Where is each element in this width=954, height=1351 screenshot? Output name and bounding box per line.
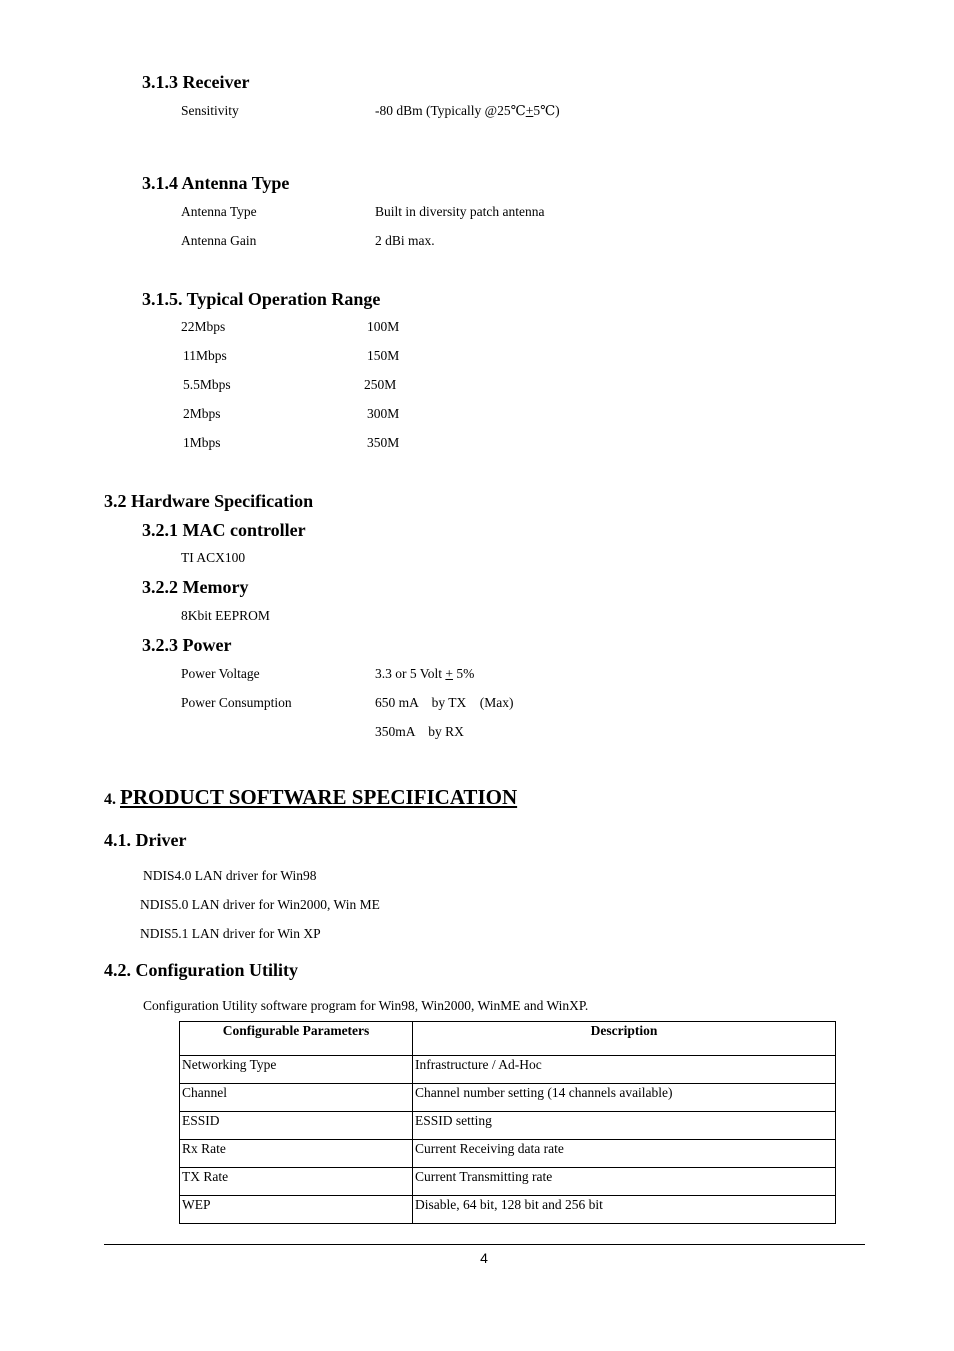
table-row bbox=[180, 1196, 836, 1224]
table-cell-description: Current Receiving data rate bbox=[413, 1140, 836, 1168]
sensitivity-value bbox=[375, 103, 560, 119]
memory-value: 8Kbit EEPROM bbox=[181, 608, 270, 623]
table-cell-parameter: Rx Rate bbox=[180, 1140, 413, 1168]
range-distance: 250M bbox=[364, 377, 397, 392]
page-number: 4 bbox=[480, 1250, 488, 1266]
memory-heading: 3.2.2 Memory bbox=[142, 577, 249, 597]
table-row bbox=[180, 1140, 836, 1168]
table-cell-parameter: Networking Type bbox=[180, 1056, 413, 1084]
table-cell-parameter: TX Rate bbox=[180, 1168, 413, 1196]
table-cell-description: ESSID setting bbox=[413, 1112, 836, 1140]
power-voltage-value bbox=[375, 666, 474, 682]
range-rate: 5.5Mbps bbox=[183, 377, 231, 392]
antenna-heading: 3.1.4 Antenna Type bbox=[142, 173, 290, 193]
receiver-heading: 3.1.3 Receiver bbox=[142, 72, 250, 92]
config-heading: 4.2. Configuration Utility bbox=[104, 960, 299, 980]
power-heading: 3.2.3 Power bbox=[142, 635, 232, 655]
antenna-type-value: Built in diversity patch antenna bbox=[375, 204, 545, 219]
table-cell-description: Current Transmitting rate bbox=[413, 1168, 836, 1196]
antenna-gain-label: Antenna Gain bbox=[181, 233, 257, 248]
table-cell-description: Channel number setting (14 channels available) bbox=[413, 1084, 836, 1112]
range-rate: 22Mbps bbox=[181, 319, 226, 334]
table-header-description: Description bbox=[413, 1022, 836, 1056]
table-cell-parameter: Channel bbox=[180, 1084, 413, 1112]
table-row bbox=[180, 1168, 836, 1196]
table-header-row bbox=[180, 1022, 836, 1056]
config-intro: Configuration Utility software program for Win98, Win2000, WinME and WinXP. bbox=[143, 998, 589, 1013]
power-consumption-tx: 650 mA by TX (Max) bbox=[375, 695, 514, 710]
driver-item: NDIS5.1 LAN driver for Win XP bbox=[140, 926, 321, 941]
driver-item: NDIS5.0 LAN driver for Win2000, Win ME bbox=[140, 897, 380, 912]
antenna-type-label: Antenna Type bbox=[181, 204, 257, 219]
table-row bbox=[180, 1112, 836, 1140]
voltage-value-post: 5% bbox=[453, 666, 475, 681]
power-consumption-rx: 350mA by RX bbox=[375, 724, 464, 739]
range-distance: 350M bbox=[367, 435, 400, 450]
mac-heading: 3.2.1 MAC controller bbox=[142, 520, 306, 540]
range-rate: 2Mbps bbox=[183, 406, 221, 421]
hardware-heading: 3.2 Hardware Specification bbox=[104, 491, 314, 511]
table-cell-description: Infrastructure / Ad-Hoc bbox=[413, 1056, 836, 1084]
power-voltage-label: Power Voltage bbox=[181, 666, 260, 681]
table-cell-description: Disable, 64 bit, 128 bit and 256 bit bbox=[413, 1196, 836, 1224]
plus-minus-sign: + bbox=[525, 103, 534, 118]
range-heading: 3.1.5. Typical Operation Range bbox=[142, 289, 381, 309]
software-section-title bbox=[104, 785, 517, 810]
table-row bbox=[180, 1084, 836, 1112]
driver-item: NDIS4.0 LAN driver for Win98 bbox=[143, 868, 317, 883]
mac-value: TI ACX100 bbox=[181, 550, 246, 565]
sensitivity-label: Sensitivity bbox=[181, 103, 239, 118]
range-rate: 1Mbps bbox=[183, 435, 221, 450]
range-distance: 150M bbox=[367, 348, 400, 363]
voltage-value-pre: 3.3 or 5 Volt bbox=[375, 666, 446, 681]
table-cell-parameter: ESSID bbox=[180, 1112, 413, 1140]
plus-minus-sign: + bbox=[445, 666, 454, 681]
driver-heading: 4.1. Driver bbox=[104, 830, 187, 850]
range-rate: 11Mbps bbox=[183, 348, 227, 363]
section-number: 4. bbox=[104, 791, 116, 808]
config-parameters-table bbox=[179, 1021, 836, 1224]
footer-divider bbox=[104, 1244, 865, 1245]
table-row bbox=[180, 1056, 836, 1084]
table-header-parameters: Configurable Parameters bbox=[180, 1022, 413, 1056]
table-cell-parameter: WEP bbox=[180, 1196, 413, 1224]
sensitivity-value-post: 5℃) bbox=[533, 103, 560, 118]
section-title: PRODUCT SOFTWARE SPECIFICATION bbox=[120, 785, 518, 809]
antenna-gain-value: 2 dBi max. bbox=[375, 233, 435, 248]
range-distance: 300M bbox=[367, 406, 400, 421]
power-consumption-label: Power Consumption bbox=[181, 695, 292, 710]
range-distance: 100M bbox=[367, 319, 400, 334]
sensitivity-value-pre: -80 dBm (Typically @25℃ bbox=[375, 103, 526, 118]
